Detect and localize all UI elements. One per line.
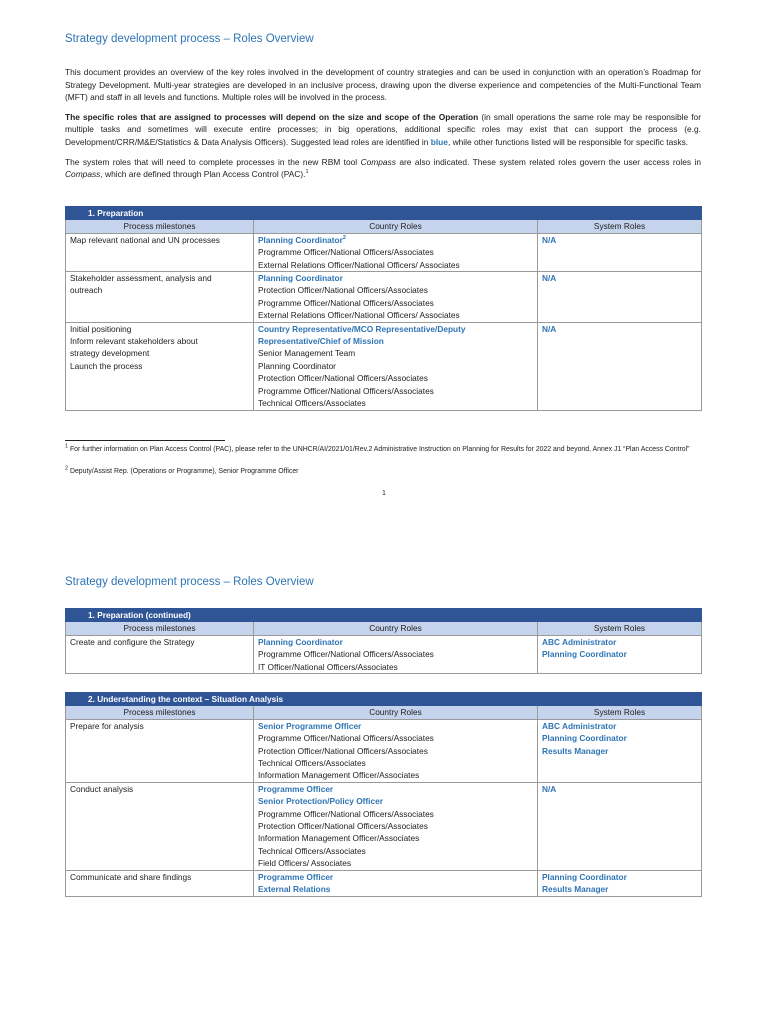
country-roles-cell: [254, 272, 538, 323]
lead-country-role-text: Representative/Chief of Mission: [258, 336, 384, 347]
country-roles-cell: [254, 782, 538, 870]
page-2-title-block: [65, 576, 701, 588]
footnote-rule: [65, 440, 225, 441]
system-role: N/A: [542, 323, 557, 334]
lead-country-role: [258, 795, 533, 807]
table-preparation-continued-wrap: [65, 608, 701, 674]
country-role: Technical Officers/Associates: [258, 758, 366, 769]
lead-country-role-text: External Relations: [258, 884, 331, 895]
milestone-cell: [66, 870, 254, 896]
milestone-line: Map relevant national and UN processes: [70, 234, 220, 245]
lead-country-role-text: Planning Coordinator: [258, 636, 343, 647]
column-header-system-roles: System Roles: [538, 220, 702, 233]
table-preparation: [65, 206, 702, 411]
system-roles-text-a: The system roles that will need to complete processes in the new RBM tool: [65, 156, 361, 167]
table-preparation-wrap: [65, 206, 701, 411]
system-roles-cell: [538, 719, 702, 782]
page-title: Strategy development process – Roles Overview: [65, 33, 314, 45]
milestone-line: Communicate and share findings: [70, 871, 192, 882]
section-heading: 1. Preparation: [66, 207, 702, 220]
system-roles-cell: [538, 782, 702, 870]
country-role: External Relations Officer/National Officers/ Associates: [258, 310, 460, 321]
system-roles-text-b: are also indicated. These system related roles govern the user access roles in: [395, 156, 701, 167]
country-role: Programme Officer/National Officers/Associates: [258, 649, 434, 660]
footnote-1-text: For further information on Plan Access Control (PAC), please refer to the UNHCR/AI/2021/01/Rev.2 Administrative Instruction on Planning for Results for 2022 and beyond, Annex J1 “Plan Access Control”: [68, 446, 690, 453]
table-row: [66, 233, 702, 271]
country-role: External Relations Officer/National Officers/ Associates: [258, 259, 460, 270]
system-roles-cell: [538, 233, 702, 271]
lead-country-role-text: Planning Coordinator: [258, 273, 343, 284]
column-header-milestones: Process milestones: [66, 220, 254, 233]
system-roles-cell: [538, 322, 702, 410]
lead-country-role: [258, 720, 533, 732]
system-role: Planning Coordinator: [542, 871, 627, 882]
country-roles-cell: [254, 719, 538, 782]
lead-country-role: [258, 871, 533, 883]
roles-paragraph-text-b: , while other functions listed will be responsible for specific tasks.: [447, 136, 689, 147]
country-role: Programme Officer/National Officers/Associates: [258, 297, 434, 308]
roles-paragraph-blue: blue: [430, 136, 448, 147]
system-role: Results Manager: [542, 745, 609, 756]
section-header-row: [66, 693, 702, 706]
lead-country-role: [258, 323, 533, 335]
system-roles-cell: [538, 870, 702, 896]
milestone-line: Stakeholder assessment, analysis and: [70, 273, 212, 284]
milestone-line: Conduct analysis: [70, 783, 134, 794]
table-row: [66, 719, 702, 782]
lead-country-role-text: Programme Officer: [258, 783, 334, 794]
compass-italic: Compass: [360, 156, 396, 167]
footnote-1: [65, 445, 701, 456]
system-role: N/A: [542, 783, 557, 794]
country-role: Programme Officer/National Officers/Associates: [258, 247, 434, 258]
country-role: Technical Officers/Associates: [258, 398, 366, 409]
table-row: [66, 870, 702, 896]
lead-country-role: [258, 783, 533, 795]
country-role: Protection Officer/National Officers/Associates: [258, 285, 428, 296]
milestone-line: strategy development: [70, 348, 150, 359]
column-header-milestones: Process milestones: [66, 706, 254, 719]
lead-country-role: [258, 636, 533, 648]
milestone-cell: [66, 635, 254, 673]
column-header-milestones: Process milestones: [66, 622, 254, 635]
footnote-2-number: 2: [65, 465, 69, 472]
milestone-line: Inform relevant stakeholders about: [70, 336, 198, 347]
footnote-ref-2: 2: [342, 235, 346, 242]
country-role: Information Management Officer/Associates: [258, 770, 420, 781]
footnote-1-number: 1: [65, 443, 69, 450]
footnote-ref-1: 1: [305, 169, 309, 176]
lead-country-role: [258, 335, 533, 347]
country-role: Programme Officer/National Officers/Associates: [258, 808, 434, 819]
milestone-cell: [66, 719, 254, 782]
milestone-cell: [66, 272, 254, 323]
intro-paragraph: This document provides an overview of the key roles involved in the development of country strategies and can be used in conjunction with an operation’s Roadmap for Strategy Development. Multi-year strategies are developed in an inclusive process, drawing upon the diverse experience and competencies of the Multi-Functional Team (MFT) and staff in all levels and functions. Multiple roles will be involved in the process.: [65, 67, 701, 103]
compass-italic-2: Compass: [65, 169, 101, 180]
system-role: Results Manager: [542, 884, 609, 895]
page-number: 1: [382, 490, 386, 497]
column-header-country-roles: Country Roles: [254, 706, 538, 719]
system-role: Planning Coordinator: [542, 649, 627, 660]
country-role: Programme Officer/National Officers/Associates: [258, 733, 434, 744]
section-heading: 1. Preparation (continued): [66, 609, 702, 622]
country-roles-cell: [254, 635, 538, 673]
country-role: Information Management Officer/Associates: [258, 833, 420, 844]
lead-country-role: [258, 272, 533, 284]
country-role: Field Officers/ Associates: [258, 858, 351, 869]
page-2-title: Strategy development process – Roles Overview: [65, 576, 314, 588]
lead-country-role-text: Programme Officer: [258, 871, 334, 882]
footnote-2: [65, 467, 701, 478]
lead-country-role-text: Senior Protection/Policy Officer: [258, 796, 383, 807]
milestone-line: Launch the process: [70, 360, 143, 371]
column-header-row: [66, 706, 702, 719]
country-role: IT Officer/National Officers/Associates: [258, 661, 398, 672]
country-role: Planning Coordinator: [258, 360, 336, 371]
column-header-country-roles: Country Roles: [254, 220, 538, 233]
lead-country-role-text: Senior Programme Officer: [258, 720, 362, 731]
system-role: N/A: [542, 273, 557, 284]
system-role: ABC Administrator: [542, 720, 617, 731]
column-header-row: [66, 622, 702, 635]
section-header-row: [66, 609, 702, 622]
system-roles-paragraph: [65, 156, 701, 181]
page-1-title-block: [65, 33, 701, 45]
table-row: [66, 782, 702, 870]
country-role: Senior Management Team: [258, 348, 356, 359]
system-role: Planning Coordinator: [542, 733, 627, 744]
country-role: Protection Officer/National Officers/Associates: [258, 745, 428, 756]
column-header-system-roles: System Roles: [538, 622, 702, 635]
system-role: ABC Administrator: [542, 636, 617, 647]
column-header-system-roles: System Roles: [538, 706, 702, 719]
milestone-line: Prepare for analysis: [70, 720, 144, 731]
column-header-row: [66, 220, 702, 233]
table-row: [66, 322, 702, 410]
system-role: N/A: [542, 234, 557, 245]
milestone-line: outreach: [70, 285, 103, 296]
country-roles-cell: [254, 233, 538, 271]
table-situation-analysis-wrap: [65, 692, 701, 897]
table-situation-analysis: [65, 692, 702, 897]
intro-section: [65, 66, 701, 181]
footnote-2-text: Deputy/Assist Rep. (Operations or Programme), Senior Programme Officer: [68, 468, 299, 475]
milestone-line: Create and configure the Strategy: [70, 636, 195, 647]
section-heading: 2. Understanding the context – Situation Analysis: [66, 693, 702, 706]
country-roles-cell: [254, 870, 538, 896]
system-roles-cell: [538, 272, 702, 323]
country-role: Protection Officer/National Officers/Associates: [258, 373, 428, 384]
roles-paragraph-bold: The specific roles that are assigned to processes will depend on the size and scope of the Operation: [65, 111, 479, 122]
country-role: Technical Officers/Associates: [258, 845, 366, 856]
table-row: [66, 272, 702, 323]
column-header-country-roles: Country Roles: [254, 622, 538, 635]
roles-paragraph: [65, 111, 701, 149]
milestone-cell: [66, 322, 254, 410]
section-header-row: [66, 207, 702, 220]
lead-country-role-text: Planning Coordinator: [258, 234, 343, 245]
roles-paragraph-text-a: (in small operations the same role may be responsible for multiple tasks and sometimes will execute entire processes; in big operations, additional specific roles may exist that can support the process (e.g. Development/CRR/M&E/Statistics & Data Analysis Officers). Suggested lead roles are identified in: [65, 111, 701, 147]
table-row: [66, 635, 702, 673]
country-role: Programme Officer/National Officers/Associates: [258, 385, 434, 396]
country-roles-cell: [254, 322, 538, 410]
lead-country-role: [258, 234, 533, 246]
milestone-line: Initial positioning: [70, 323, 132, 334]
system-roles-cell: [538, 635, 702, 673]
lead-country-role-text: Country Representative/MCO Representative/Deputy: [258, 323, 466, 334]
milestone-cell: [66, 782, 254, 870]
system-roles-text-c: , which are defined through Plan Access Control (PAC).: [100, 169, 306, 180]
table-preparation-continued: [65, 608, 702, 674]
milestone-cell: [66, 233, 254, 271]
country-role: Protection Officer/National Officers/Associates: [258, 821, 428, 832]
lead-country-role: [258, 883, 533, 895]
